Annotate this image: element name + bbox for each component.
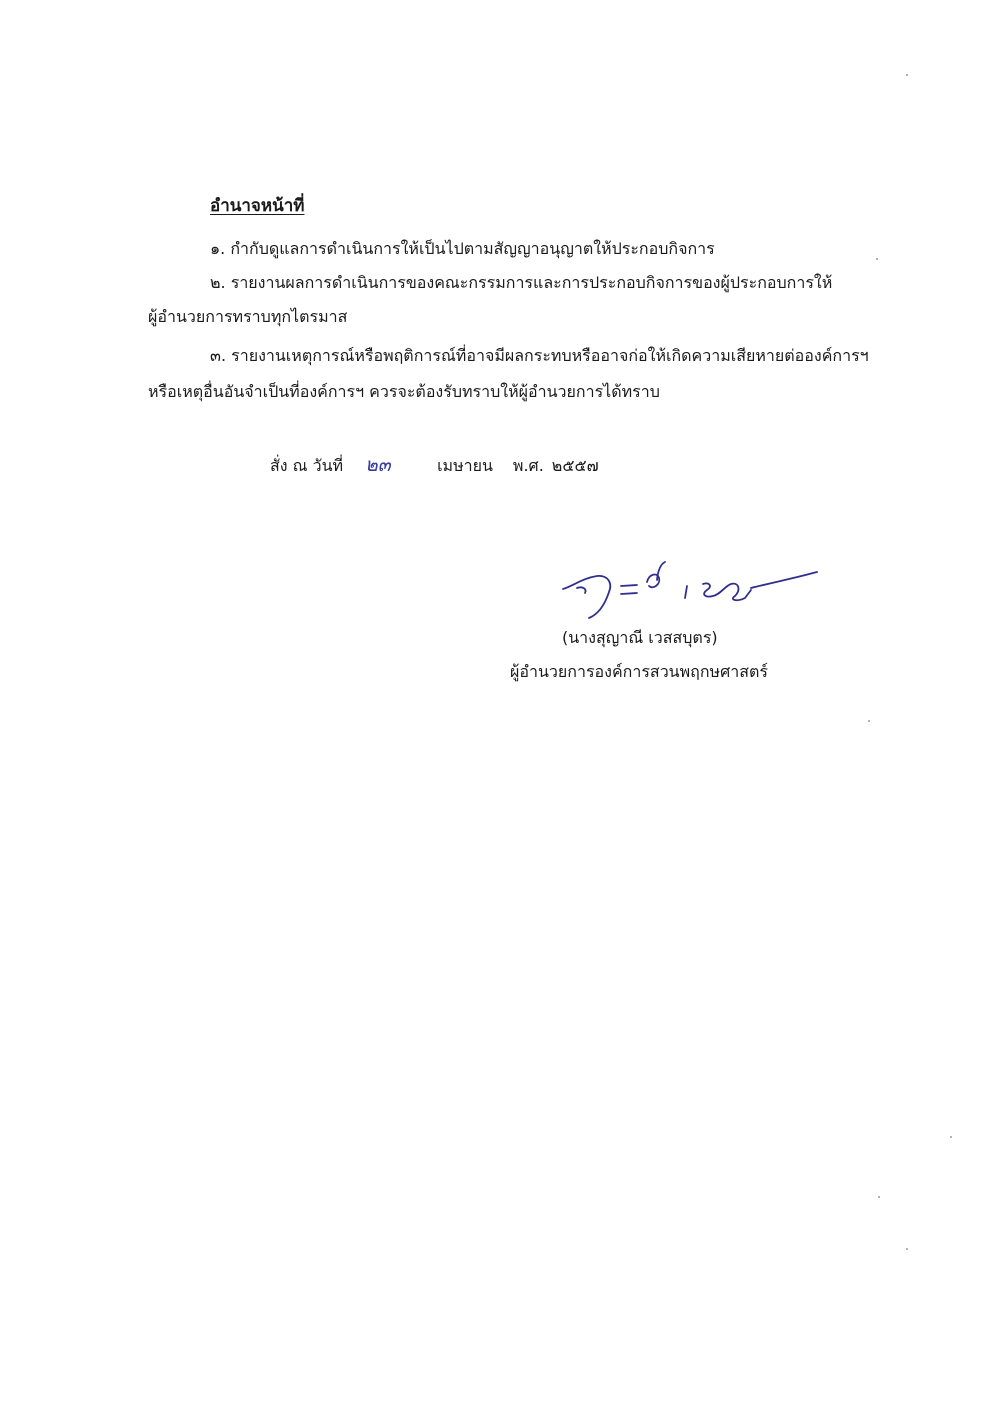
date-era: พ.ศ. — [512, 456, 544, 475]
duty-item-3-line-2: หรือเหตุอื่นอันจำเป็นที่องค์การฯ ควรจะต้องรับทราบให้ผู้อำนวยการได้ทราบ — [148, 382, 660, 401]
date-prefix: สั่ง ณ วันที่ — [270, 456, 344, 475]
handwritten-signature — [555, 556, 825, 626]
signer-name: (นางสุญาณี เวสสบุตร) — [562, 628, 718, 647]
scan-speck — [906, 1248, 908, 1250]
duty-item-2-line-1: ๒. รายงานผลการดำเนินการของคณะกรรมการและการประกอบกิจการของผู้ประกอบการให้ — [210, 273, 833, 292]
scan-speck — [876, 258, 878, 260]
duty-item-2-line-2: ผู้อำนวยการทราบทุกไตรมาส — [148, 307, 348, 326]
duty-item-1-line-1: ๑. กำกับดูแลการดำเนินการให้เป็นไปตามสัญญาอนุญาตให้ประกอบกิจการ — [210, 239, 715, 258]
signer-title: ผู้อำนวยการองค์การสวนพฤกษศาสตร์ — [510, 662, 768, 681]
date-month: เมษายน — [437, 456, 493, 475]
scan-speck — [878, 1196, 880, 1198]
scan-speck — [868, 720, 870, 722]
date-day-handwritten: ๒๓ — [365, 454, 391, 476]
order-date-line — [270, 450, 599, 480]
date-year: ๒๕๕๗ — [551, 456, 599, 475]
section-heading: อำนาจหน้าที่ — [210, 196, 305, 216]
duty-item-3-line-1: ๓. รายงานเหตุการณ์หรือพฤติการณ์ที่อาจมีผลกระทบหรืออาจก่อให้เกิดความเสียหายต่อองค์การฯ — [210, 346, 869, 365]
scan-speck — [950, 1136, 952, 1138]
scan-speck — [906, 74, 908, 76]
